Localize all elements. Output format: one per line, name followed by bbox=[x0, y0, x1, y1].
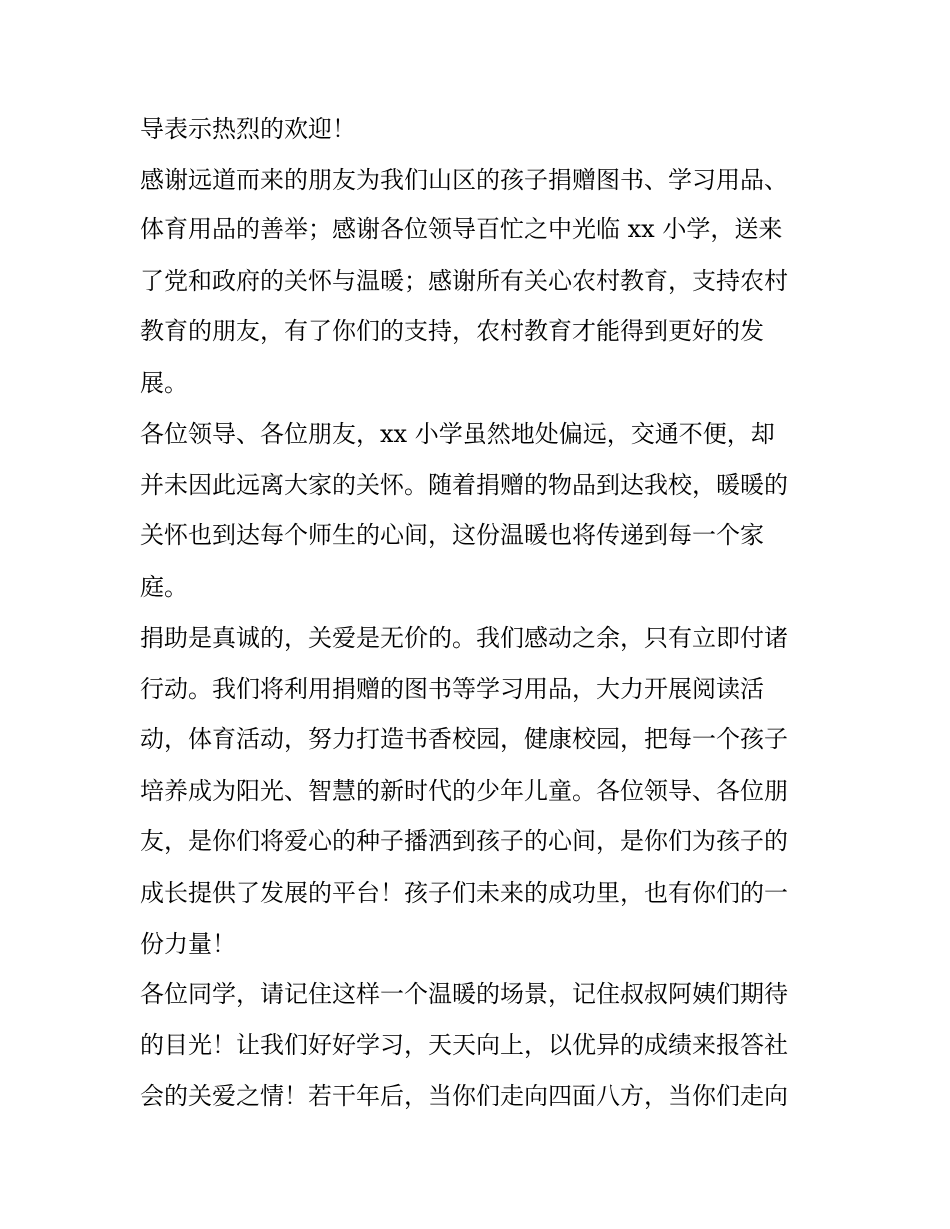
text-line: 会的关爱之情！若干年后，当你们走向四面八方，当你们走向 bbox=[140, 1082, 788, 1110]
text-line: 份力量！ bbox=[140, 930, 236, 958]
text-line: 行动。我们将利用捐赠的图书等学习用品，大力开展阅读活 bbox=[140, 675, 764, 703]
text-line: 动，体育活动，努力打造书香校园，健康校园，把每一个孩子 bbox=[140, 725, 788, 753]
text-line: 展。 bbox=[140, 369, 188, 397]
text-line: 成长提供了发展的平台！孩子们未来的成功里，也有你们的一 bbox=[140, 879, 788, 907]
text-line: 并未因此远离大家的关怀。随着捐赠的物品到达我校，暖暖的 bbox=[140, 471, 788, 499]
text-line: 友，是你们将爱心的种子播洒到孩子的心间，是你们为孩子的 bbox=[140, 827, 788, 855]
text-line: 体育用品的善举；感谢各位领导百忙之中光临 xx 小学，送来 bbox=[140, 215, 783, 243]
text-line: 捐助是真诚的，关爱是无价的。我们感动之余，只有立即付诸 bbox=[140, 624, 788, 652]
text-line: 关怀也到达每个师生的心间，这份温暖也将传递到每一个家 bbox=[140, 521, 764, 549]
text-line: 庭。 bbox=[140, 573, 188, 601]
text-line: 导表示热烈的欢迎！ bbox=[140, 115, 356, 143]
text-line: 了党和政府的关怀与温暖；感谢所有关心农村教育，支持农村 bbox=[140, 267, 788, 295]
text-line: 培养成为阳光、智慧的新时代的少年儿童。各位领导、各位朋 bbox=[140, 777, 788, 805]
text-line: 的目光！让我们好好学习，天天向上，以优异的成绩来报答社 bbox=[140, 1031, 788, 1059]
text-line: 教育的朋友，有了你们的支持，农村教育才能得到更好的发 bbox=[140, 317, 764, 345]
text-line: 各位领导、各位朋友，xx 小学虽然地处偏远，交通不便，却 bbox=[140, 420, 775, 448]
text-line: 感谢远道而来的朋友为我们山区的孩子捐赠图书、学习用品、 bbox=[140, 166, 788, 194]
text-line: 各位同学，请记住这样一个温暖的场景，记住叔叔阿姨们期待 bbox=[140, 980, 788, 1008]
